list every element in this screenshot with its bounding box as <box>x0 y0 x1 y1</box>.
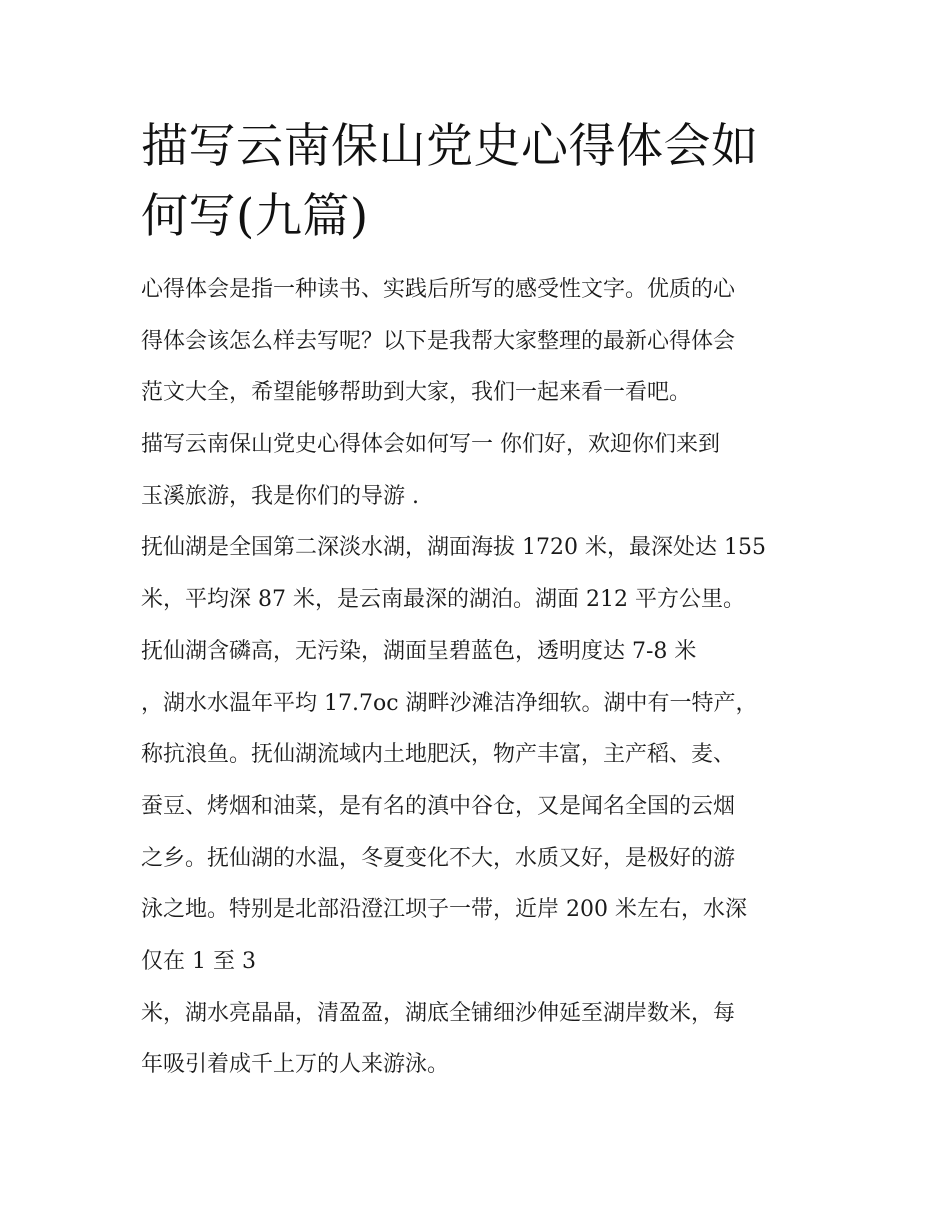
document-title <box>141 112 813 252</box>
body-line: 范文大全，希望能够帮助到大家，我们一起来看一看吧。 <box>141 380 692 406</box>
document-body <box>141 264 813 1091</box>
body-line: 玉溪旅游，我是你们的导游 . <box>141 483 419 509</box>
title-line: 描写云南保山党史心得体会如 <box>141 119 759 174</box>
body-line: 米，湖水亮晶晶，清盈盈，湖底全铺细沙伸延至湖岸数米，每 <box>141 1000 736 1026</box>
body-line: 描写云南保山党史心得体会如何写一 你们好，欢迎你们来到 <box>141 432 720 458</box>
body-line: 之乡。抚仙湖的水温，冬夏变化不大，水质又好，是极好的游 <box>141 845 736 871</box>
body-line: 蚕豆、烤烟和油菜，是有名的滇中谷仓，又是闻名全国的云烟 <box>141 793 736 819</box>
body-line: 得体会该怎么样去写呢？以下是我帮大家整理的最新心得体会 <box>141 328 736 354</box>
document-page <box>141 112 813 1091</box>
title-line: 何写(九篇) <box>141 189 369 244</box>
body-line: 抚仙湖是全国第二深淡水湖，湖面海拔 1720 米，最深处达 155 <box>141 535 766 561</box>
body-line: 泳之地。特别是北部沿澄江坝子一带，近岸 200 米左右，水深 <box>141 897 747 923</box>
body-line: 米，平均深 87 米，是云南最深的湖泊。湖面 212 平方公里。 <box>141 587 745 613</box>
body-line: 年吸引着成千上万的人来游泳。 <box>141 1052 450 1078</box>
body-line: 抚仙湖含磷高，无污染，湖面呈碧蓝色，透明度达 7-8 米 <box>141 638 697 664</box>
body-line: 仅在 1 至 3 <box>141 948 256 974</box>
body-line: 称抗浪鱼。抚仙湖流域内土地肥沃，物产丰富，主产稻、麦、 <box>141 742 736 768</box>
body-line: ，湖水水温年平均 17.7oc 湖畔沙滩洁净细软。湖中有一特产， <box>141 690 758 716</box>
body-line: 心得体会是指一种读书、实践后所写的感受性文字。优质的心 <box>141 277 736 302</box>
